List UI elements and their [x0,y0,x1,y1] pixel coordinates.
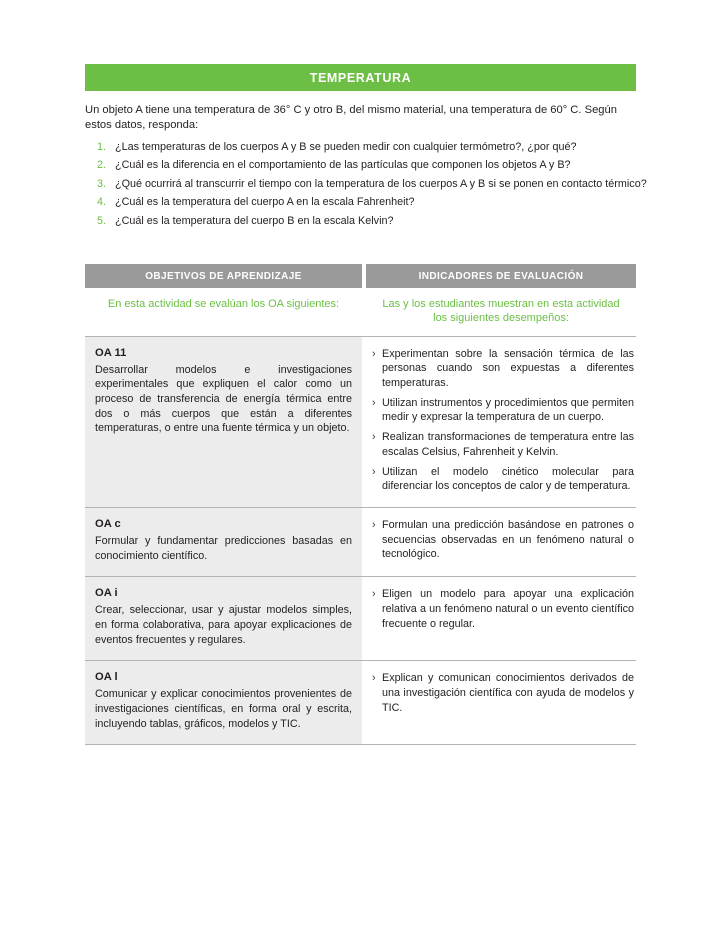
question-text: ¿Cuál es la diferencia en el comportamiento de las partículas que componen los objetos A y B? [115,159,571,172]
question-item [85,159,636,172]
page-title: TEMPERATURA [309,70,412,85]
indicator-item [372,518,634,562]
bullet-icon: › [372,672,376,685]
oa-description: Formular y fundamentar predicciones basadas en conocimiento científico. [95,534,352,562]
indicators-cell [366,337,636,507]
indicators-cell [366,577,636,660]
question-text: ¿Las temperaturas de los cuerpos A y B se pueden medir con cualquier termómetro?, ¿por qué? [115,141,577,153]
title-bar [85,64,636,91]
question-text: ¿Cuál es la temperatura del cuerpo B en la escala Kelvin? [115,214,394,227]
question-item [85,141,636,154]
question-text: ¿Cuál es la temperatura del cuerpo A en la escala Fahrenheit? [115,196,415,209]
bullet-icon: › [372,347,376,360]
indicator-text: Realizan transformaciones de temperatura entre las escalas Celsius, Fahrenheit y Kelvin. [382,431,634,458]
table-subheader-indicators: Las y los estudiantes muestran en esta actividad los siguientes desempeños: [382,297,620,325]
bullet-icon: › [372,431,376,444]
indicator-item [372,465,634,494]
indicator-item [372,396,634,425]
oa-description: Comunicar y explicar conocimientos provenientes de investigaciones científicas, en forma oral y escrita, incluyendo tablas, gráficos, modelos y TIC. [95,688,352,730]
indicator-item [372,347,634,391]
indicator-text: Eligen un modelo para apoyar una explicación relativa a un fenómeno natural o un evento científico frecuente o regular. [382,588,634,630]
table-header-indicators: INDICADORES DE EVALUACIÓN [366,264,636,288]
question-number: 5. [97,214,107,227]
table-row-oac [85,508,636,577]
table-header-row [85,264,636,288]
objective-cell [85,508,362,576]
indicator-item [372,587,634,631]
question-number: 3. [97,177,107,190]
oa-description: Crear, seleccionar, usar y ajustar modelos simples, en forma colaborativa, para apoyar explicaciones de eventos frecuentes y regulares. [95,604,352,646]
question-number: 4. [97,196,107,209]
question-item [85,215,636,228]
table-row-oai [85,577,636,661]
table-subheader-row [85,288,636,337]
question-number: 1. [97,141,107,153]
document-content [85,64,647,745]
indicator-item [372,671,634,715]
indicator-text: Utilizan el modelo cinético molecular para diferenciar los conceptos de calor y de temperatura. [382,465,634,493]
oa-code: OA c [95,517,121,530]
indicator-item [372,430,634,459]
objectives-table [85,264,636,745]
objective-cell [85,661,362,744]
bullet-icon: › [372,518,376,531]
oa-code: OA l [95,671,118,684]
bullet-icon: › [372,465,376,478]
table-subheader-objectives: En esta actividad se evalúan los OA siguientes: [107,297,340,310]
intro-text: Un objeto A tiene una temperatura de 36° C y otro B, del mismo material, una temperatura de 60° C. Según estos datos, responda: [85,104,617,131]
question-item [85,177,647,191]
table-row-oal [85,661,636,745]
oa-code: OA i [95,587,118,600]
objective-cell [85,337,362,507]
oa-code: OA 11 [95,346,127,359]
indicators-cell [366,661,636,744]
objective-cell [85,577,362,660]
indicator-text: Formulan una predicción basándose en patrones o secuencias observadas en un fenómeno natural o tecnológico. [382,518,634,561]
oa-description: Desarrollar modelos e investigaciones experimentales que expliquen el calor como un proceso de transferencia de energía térmica entre dos o más cuerpos que están a diferentes temperaturas, o entre una fuente térmica y un objeto. [95,363,352,435]
question-item [85,196,636,209]
question-list [85,141,647,228]
table-row-oa11 [85,337,636,508]
table-header-objectives: OBJETIVOS DE APRENDIZAJE [85,264,362,288]
question-number: 2. [97,159,107,172]
indicators-cell [366,508,636,576]
indicator-text: Explican y comunican conocimientos derivados de una investigación científica con ayuda de modelos y TIC. [382,672,634,714]
indicator-text: Utilizan instrumentos y procedimientos que permiten medir y expresar la temperatura de un cuerpo. [382,396,634,424]
question-text: ¿Qué ocurrirá al transcurrir el tiempo con la temperatura de los cuerpos A y B si se ponen en contacto térmico? [115,177,647,190]
indicator-text: Experimentan sobre la sensación térmica de las personas cuando son expuestas a diferentes temperaturas. [382,347,634,390]
bullet-icon: › [372,588,376,601]
bullet-icon: › [372,396,376,409]
